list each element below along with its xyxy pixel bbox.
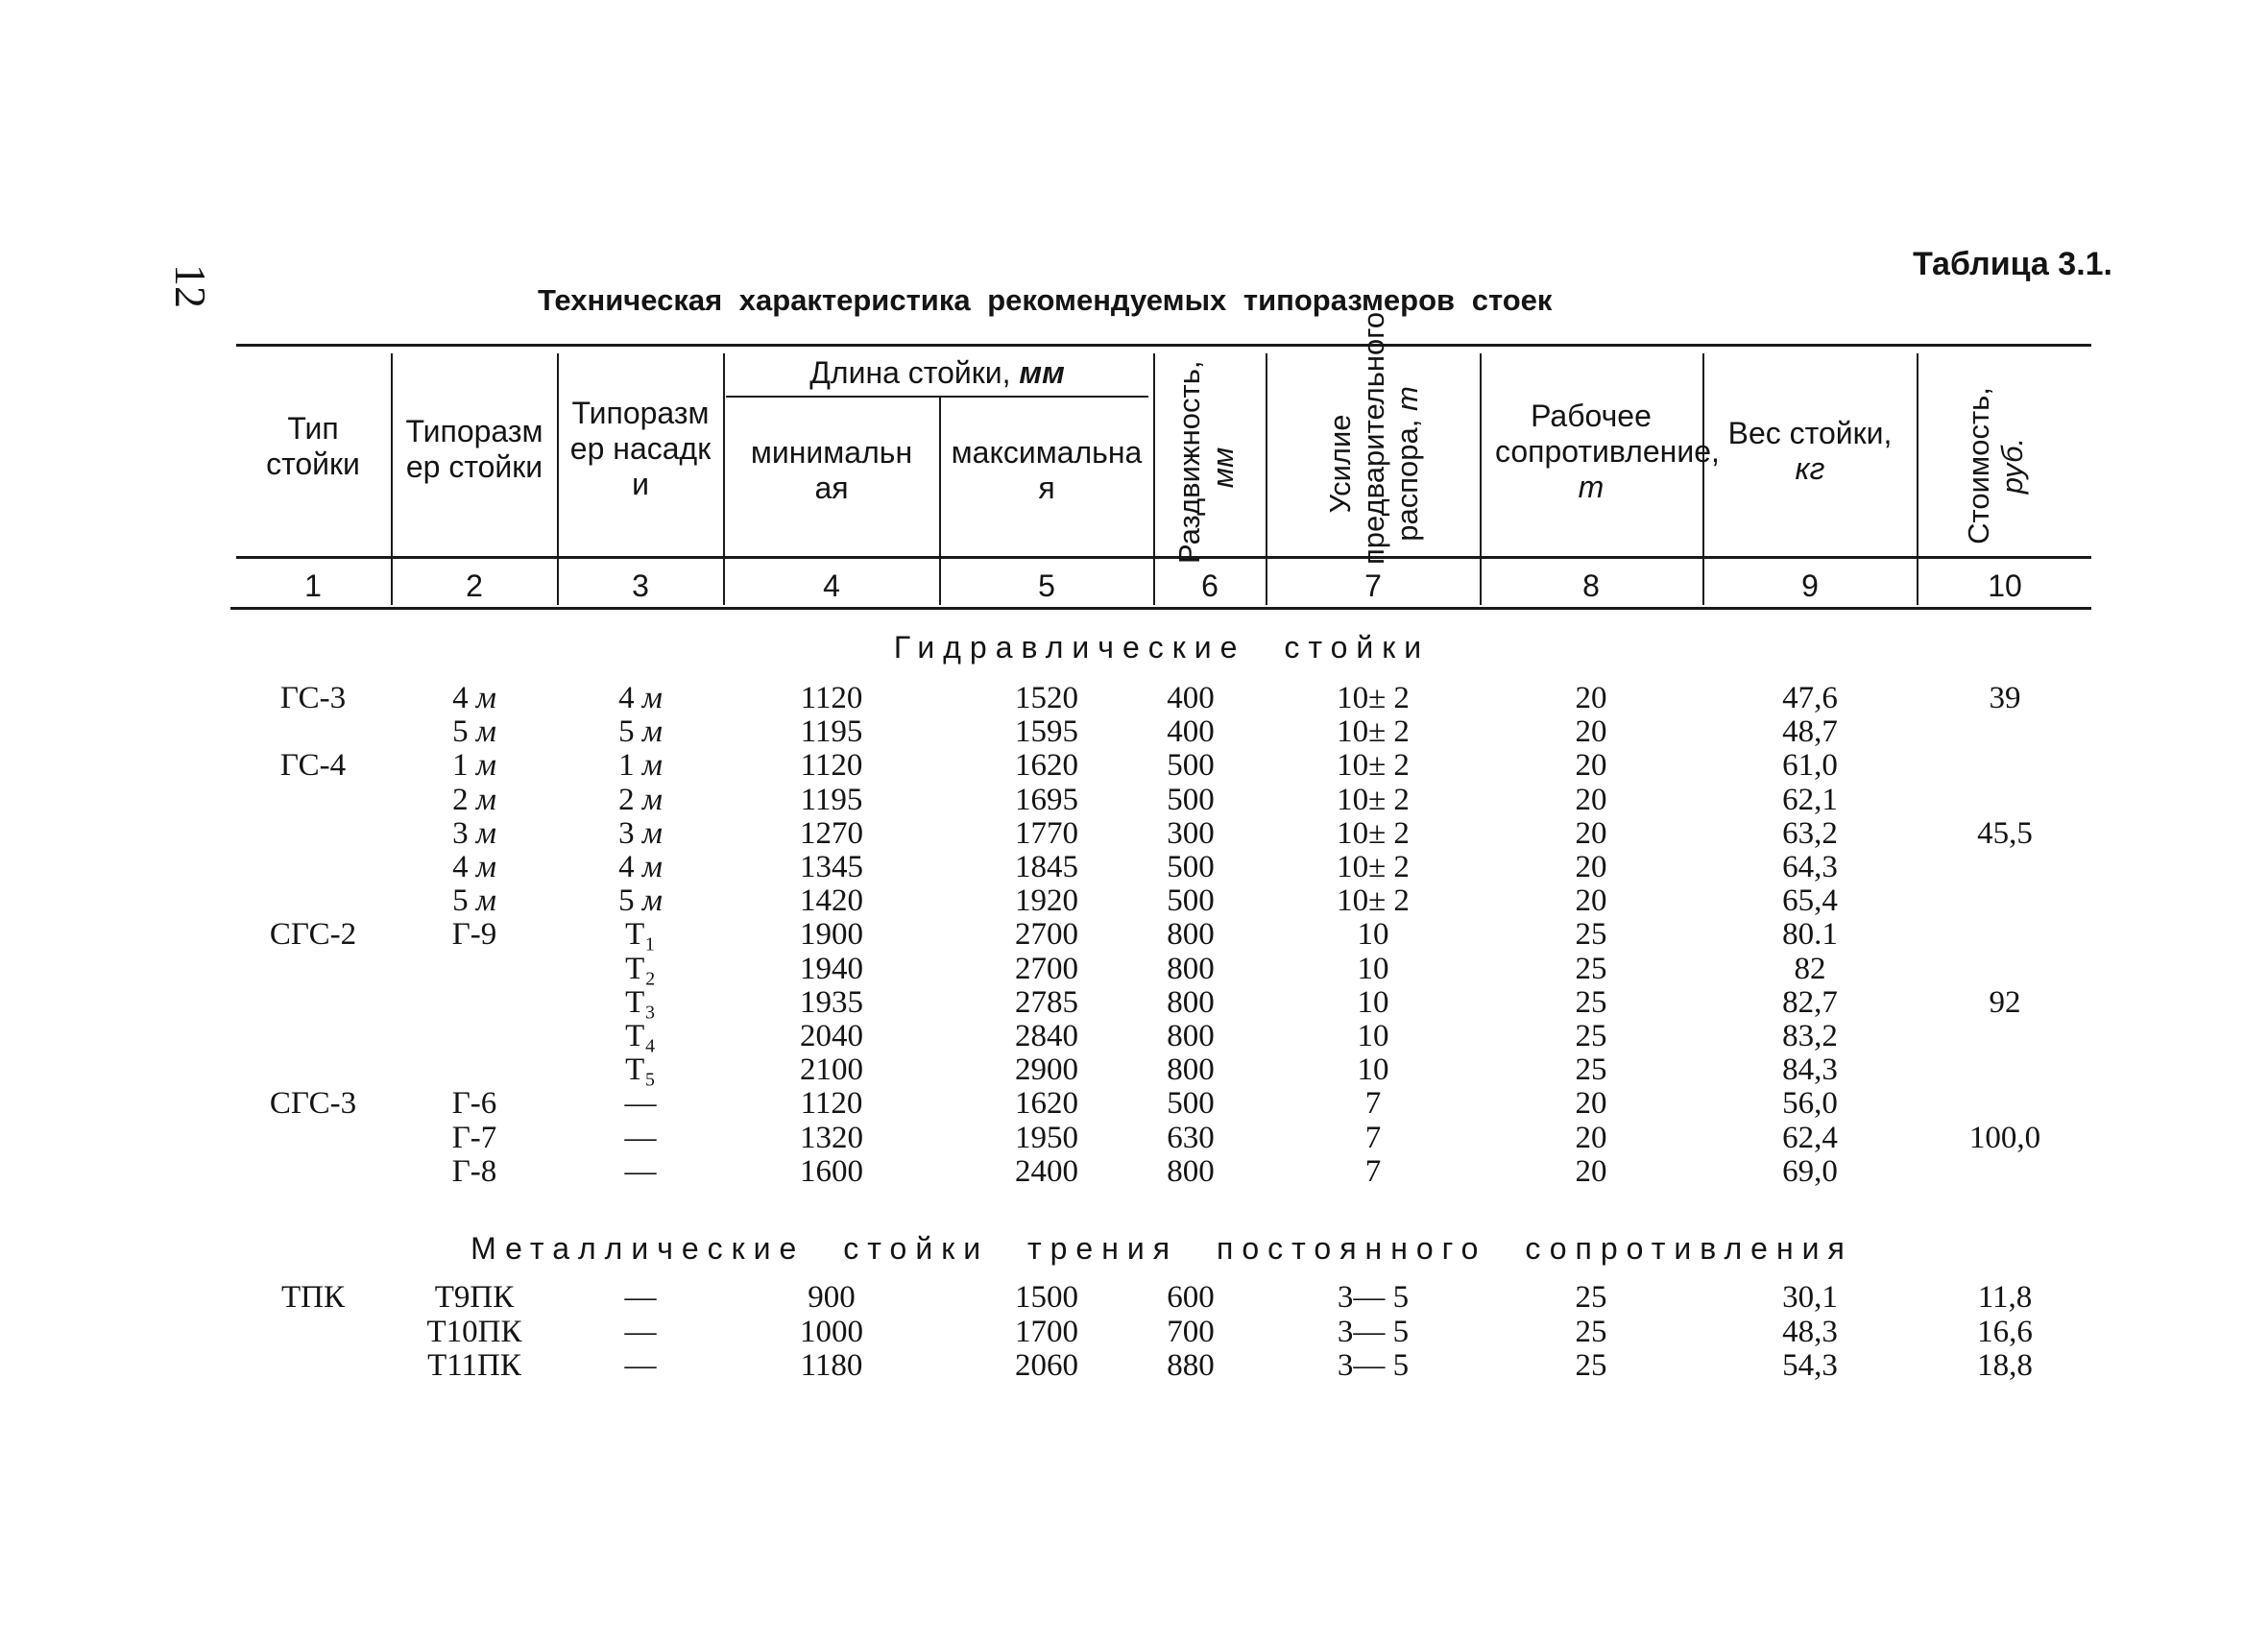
table-row [0, 1316, 2268, 1349]
cell-weight: 48,3 [1782, 1314, 1838, 1349]
column-number: 2 [466, 568, 483, 603]
cell-size: 1 м [452, 748, 496, 784]
cell-cost [1918, 884, 2091, 918]
cell-cap: — [624, 1153, 657, 1189]
cell-setting-force: 10 [1357, 1052, 1389, 1088]
cell-cost: 16,6 [1977, 1314, 2033, 1349]
cell-cost: 11,8 [1977, 1280, 2033, 1315]
header-size: Типоразмер стойки [405, 413, 543, 484]
cell-cost [1918, 749, 2091, 783]
cell-max-length: 1845 [1015, 850, 1078, 884]
cell-size: Г-8 [451, 1153, 497, 1189]
section-hydraulic: Гидравлические стойки [893, 630, 1431, 665]
page-number: 12 [166, 264, 215, 308]
cell-size: Т10ПК [426, 1314, 522, 1349]
cell-resistance: 20 [1575, 681, 1607, 715]
cell-max-length: 1620 [1015, 748, 1078, 784]
cell-cost: 100,0 [1968, 1120, 2041, 1155]
cell-resistance: 25 [1575, 1052, 1607, 1088]
cell-resistance: 20 [1575, 1086, 1607, 1122]
cell-type [236, 1316, 390, 1349]
colnum-bottom-rule [230, 607, 2091, 610]
table-row [0, 749, 2268, 783]
cell-min-length: 1000 [800, 1314, 863, 1349]
cell-min-length: 1270 [800, 815, 863, 851]
cell-min-length: 1320 [800, 1120, 863, 1155]
cell-resistance: 25 [1575, 984, 1607, 1020]
column-number: 4 [823, 568, 840, 603]
cell-weight: 83,2 [1782, 1019, 1838, 1053]
cell-cost [1918, 953, 2091, 986]
cell-type [236, 953, 390, 986]
cell-cap: Т₁ [625, 917, 656, 953]
cell-cap: 5 м [618, 883, 663, 919]
table-row [0, 918, 2268, 952]
cell-max-length: 2700 [1015, 917, 1078, 953]
cell-type: СГС-3 [269, 1086, 357, 1122]
cell-stroke: 500 [1167, 782, 1215, 817]
table-row [0, 817, 2268, 851]
cell-type [236, 884, 390, 918]
cell-cost [1918, 1020, 2091, 1053]
cell-cost: 92 [1989, 984, 2021, 1020]
cell-min-length: 1345 [800, 850, 863, 884]
cell-weight: 61,0 [1782, 748, 1838, 784]
cell-max-length: 1595 [1015, 714, 1078, 750]
cell-setting-force: 10 [1357, 984, 1389, 1020]
table-row [0, 1053, 2268, 1087]
cell-setting-force: 3— 5 [1337, 1314, 1410, 1349]
cell-cap: 4 м [618, 850, 663, 884]
cell-size: 5 м [452, 883, 496, 919]
cell-type: ГС-3 [279, 681, 347, 715]
cell-resistance: 20 [1575, 782, 1607, 817]
cell-cap: — [624, 1348, 657, 1383]
cell-type: ТПК [281, 1280, 345, 1315]
cell-cost [1918, 1155, 2091, 1189]
header-type: Тип стойки [266, 411, 360, 481]
cell-min-length: 1420 [800, 883, 863, 919]
cell-setting-force: 10± 2 [1337, 681, 1410, 715]
cell-resistance: 25 [1575, 1280, 1607, 1315]
cell-min-length: 1940 [800, 951, 863, 986]
table-row [0, 1087, 2268, 1121]
cell-resistance: 25 [1575, 917, 1607, 953]
cell-stroke: 500 [1167, 748, 1215, 784]
cell-setting-force: 10± 2 [1337, 815, 1410, 851]
header-cost: Стоимость, руб. [1962, 387, 2029, 544]
table-row [0, 1020, 2268, 1053]
cell-min-length: 1120 [800, 681, 863, 715]
cell-stroke: 400 [1167, 714, 1215, 750]
table-row [0, 715, 2268, 749]
cell-cap: — [624, 1120, 657, 1155]
cell-cap: — [624, 1086, 657, 1122]
cell-setting-force: 7 [1364, 1086, 1382, 1122]
cell-cap: 2 м [618, 782, 663, 817]
cell-size [393, 1020, 556, 1053]
cell-resistance: 20 [1575, 883, 1607, 919]
cell-min-length: 1195 [800, 782, 863, 817]
column-number: 7 [1364, 568, 1382, 603]
cell-cap: Т₅ [625, 1052, 656, 1088]
cell-setting-force: 7 [1364, 1120, 1382, 1155]
cell-weight: 56,0 [1782, 1086, 1838, 1122]
cell-stroke: 800 [1167, 984, 1215, 1020]
cell-type [236, 1020, 390, 1053]
cell-size: Т11ПК [427, 1348, 521, 1383]
cell-size: 3 м [452, 815, 496, 851]
cell-weight: 47,6 [1782, 681, 1838, 715]
cell-resistance: 20 [1575, 714, 1607, 750]
cell-cap: — [624, 1280, 657, 1315]
cell-resistance: 20 [1575, 850, 1607, 884]
cell-weight: 54,3 [1782, 1348, 1838, 1383]
header-length-group: Длина стойки, мм [809, 354, 1065, 390]
cell-stroke: 800 [1167, 1153, 1215, 1189]
cell-min-length: 900 [808, 1280, 856, 1315]
cell-weight: 82 [1794, 951, 1826, 986]
cell-cost [1918, 715, 2091, 749]
cell-size: 4 м [452, 681, 496, 715]
table-row [0, 884, 2268, 918]
section-metal: Металлические стойки трения постоянного сопротивления [470, 1231, 1853, 1266]
cell-cost: 39 [1989, 681, 2021, 715]
cell-cost [1918, 918, 2091, 952]
table-row [0, 1155, 2268, 1189]
cell-cost [1918, 851, 2091, 884]
cell-size [393, 986, 556, 1020]
header-weight: Вес стойки, кг [1727, 416, 1893, 486]
cell-weight: 64,3 [1782, 850, 1838, 884]
table-row [0, 953, 2268, 986]
cell-resistance: 25 [1575, 951, 1607, 986]
cell-weight: 82,7 [1782, 984, 1838, 1020]
cell-cost [1918, 1087, 2091, 1121]
cell-size [393, 953, 556, 986]
table-row [0, 1281, 2268, 1315]
cell-resistance: 20 [1575, 748, 1607, 784]
cell-weight: 84,3 [1782, 1052, 1838, 1088]
cell-min-length: 1120 [800, 748, 863, 784]
cell-size: 5 м [452, 714, 496, 750]
table-row [0, 784, 2268, 817]
column-number: 9 [1801, 568, 1819, 603]
cell-min-length: 1180 [800, 1348, 863, 1383]
cell-setting-force: 10 [1357, 951, 1389, 986]
cell-cost [1918, 1053, 2091, 1087]
cell-type [236, 1122, 390, 1155]
cell-weight: 80.1 [1782, 917, 1838, 953]
cell-stroke: 600 [1167, 1280, 1215, 1315]
cell-stroke: 800 [1167, 951, 1215, 986]
cell-setting-force: 3— 5 [1337, 1280, 1410, 1315]
cell-size: Г-7 [451, 1120, 497, 1155]
cell-resistance: 20 [1575, 815, 1607, 851]
column-divider [723, 353, 725, 605]
cell-size: Г-6 [451, 1086, 497, 1122]
cell-setting-force: 7 [1364, 1153, 1382, 1189]
cell-setting-force: 10± 2 [1337, 883, 1410, 919]
cell-max-length: 2700 [1015, 951, 1078, 986]
cell-resistance: 25 [1575, 1019, 1607, 1053]
cell-resistance: 20 [1575, 1153, 1607, 1189]
cell-cost: 45,5 [1977, 815, 2033, 851]
cell-setting-force: 10 [1357, 1019, 1389, 1053]
column-number: 6 [1201, 568, 1218, 603]
cell-stroke: 800 [1167, 917, 1215, 953]
header-max: максимальная [951, 435, 1143, 505]
cell-stroke: 500 [1167, 1086, 1215, 1122]
cell-max-length: 2400 [1015, 1153, 1078, 1189]
cell-type [236, 1053, 390, 1087]
cell-cap: — [624, 1314, 657, 1349]
cell-weight: 69,0 [1782, 1153, 1838, 1189]
cell-weight: 30,1 [1782, 1280, 1838, 1315]
cell-size: Г-9 [451, 917, 497, 953]
cell-type: ГС-4 [279, 748, 347, 784]
cell-setting-force: 10± 2 [1337, 714, 1410, 750]
cell-cost [1918, 784, 2091, 817]
header-setting: Усилие предварительного распора, т [1322, 311, 1424, 565]
table-label: Таблица 3.1. [1913, 246, 2112, 282]
cell-stroke: 630 [1167, 1120, 1215, 1155]
cell-type [236, 1155, 390, 1189]
cell-weight: 62,1 [1782, 782, 1838, 817]
cell-cap: Т₄ [625, 1019, 656, 1053]
cell-setting-force: 10± 2 [1337, 850, 1410, 884]
cell-weight: 63,2 [1782, 815, 1838, 851]
cell-weight: 48,7 [1782, 714, 1838, 750]
cell-stroke: 800 [1167, 1052, 1215, 1088]
cell-min-length: 1900 [800, 917, 863, 953]
cell-max-length: 1620 [1015, 1086, 1078, 1122]
cell-type [236, 851, 390, 884]
cell-cap: Т₃ [625, 984, 656, 1020]
cell-stroke: 500 [1167, 883, 1215, 919]
table-row [0, 851, 2268, 884]
column-number: 8 [1582, 568, 1600, 603]
cell-max-length: 2900 [1015, 1052, 1078, 1088]
table-title: Техническая характеристика рекомендуемых типоразмеров стоек [538, 283, 1553, 317]
header-resistance: Рабочее сопротивление, т [1495, 398, 1720, 504]
cell-stroke: 700 [1167, 1314, 1215, 1349]
cell-setting-force: 10± 2 [1337, 748, 1410, 784]
cell-weight: 65,4 [1782, 883, 1838, 919]
cell-cost: 18,8 [1977, 1348, 2033, 1383]
cell-stroke: 500 [1167, 850, 1215, 884]
column-number: 1 [304, 568, 322, 603]
cell-weight: 62,4 [1782, 1120, 1838, 1155]
cell-max-length: 1770 [1015, 815, 1078, 851]
cell-min-length: 1600 [800, 1153, 863, 1189]
table-row [0, 1122, 2268, 1155]
cell-resistance: 25 [1575, 1314, 1607, 1349]
header-min: минимальная [750, 435, 913, 505]
table-row [0, 1349, 2268, 1383]
cell-size: 4 м [452, 850, 496, 884]
table-row [0, 682, 2268, 715]
cell-max-length: 1700 [1015, 1314, 1078, 1349]
cell-min-length: 2040 [800, 1019, 863, 1053]
cell-max-length: 1920 [1015, 883, 1078, 919]
cell-max-length: 1695 [1015, 782, 1078, 817]
header-stroke: Раздвижность, мм [1172, 360, 1240, 564]
cell-max-length: 1520 [1015, 681, 1078, 715]
column-number: 10 [1988, 568, 2022, 603]
cell-cap: Т₂ [625, 951, 656, 986]
cell-type [236, 1349, 390, 1383]
cell-max-length: 1500 [1015, 1280, 1078, 1315]
cell-min-length: 1120 [800, 1086, 863, 1122]
cell-max-length: 1950 [1015, 1120, 1078, 1155]
cell-type: СГС-2 [269, 917, 357, 953]
length-group-rule [726, 396, 1148, 398]
cell-size [393, 1053, 556, 1087]
cell-max-length: 2785 [1015, 984, 1078, 1020]
cell-stroke: 300 [1167, 815, 1215, 851]
cell-cap: 5 м [618, 714, 663, 750]
cell-type [236, 817, 390, 851]
cell-max-length: 2060 [1015, 1348, 1078, 1383]
cell-type [236, 715, 390, 749]
cell-stroke: 800 [1167, 1019, 1215, 1053]
cell-cap: 3 м [618, 815, 663, 851]
cell-setting-force: 10± 2 [1337, 782, 1410, 817]
cell-type [236, 784, 390, 817]
cell-min-length: 1195 [800, 714, 863, 750]
cell-min-length: 1935 [800, 984, 863, 1020]
cell-type [236, 986, 390, 1020]
cell-setting-force: 3— 5 [1337, 1348, 1410, 1383]
cell-size: Т9ПК [434, 1280, 515, 1315]
cell-max-length: 2840 [1015, 1019, 1078, 1053]
cell-stroke: 400 [1167, 681, 1215, 715]
cell-resistance: 20 [1575, 1120, 1607, 1155]
table-row [0, 986, 2268, 1020]
cell-cap: 1 м [618, 748, 663, 784]
table-top-rule [236, 344, 2091, 347]
cell-cap: 4 м [618, 681, 663, 715]
header-cap: Типоразмер насадки [569, 396, 712, 501]
column-number: 3 [632, 568, 649, 603]
cell-stroke: 880 [1167, 1348, 1215, 1383]
cell-size: 2 м [452, 782, 496, 817]
cell-resistance: 25 [1575, 1348, 1607, 1383]
column-number: 5 [1038, 568, 1055, 603]
cell-setting-force: 10 [1357, 917, 1389, 953]
cell-min-length: 2100 [800, 1052, 863, 1088]
